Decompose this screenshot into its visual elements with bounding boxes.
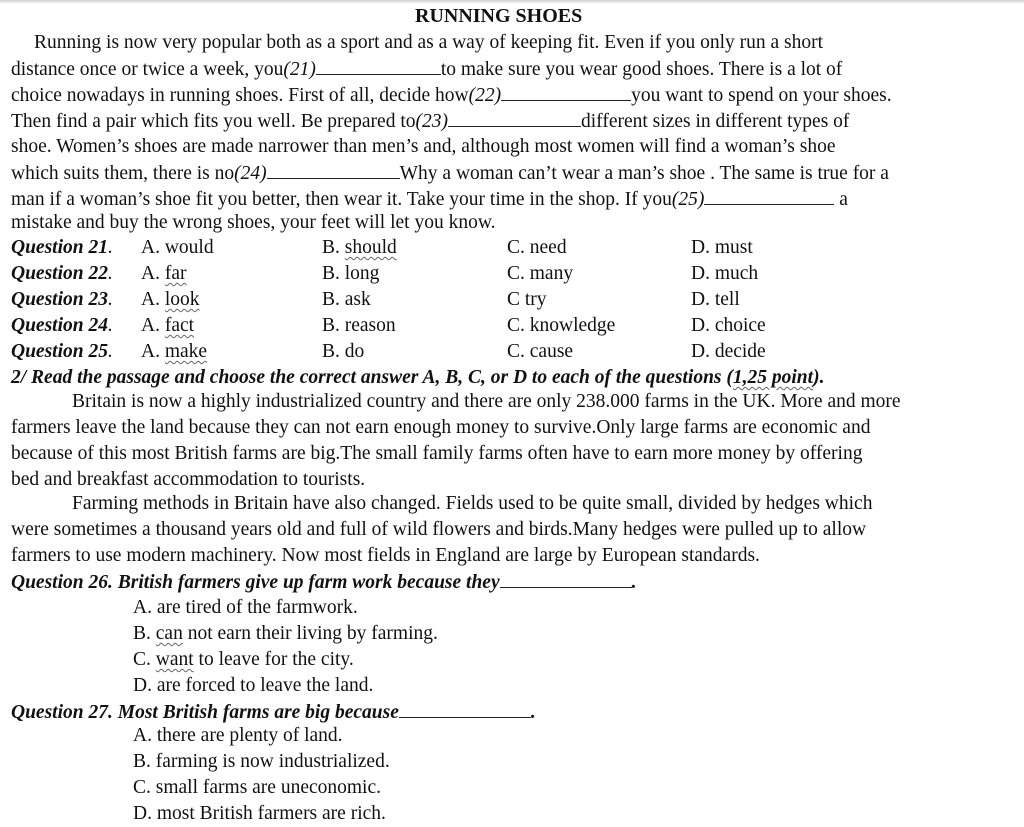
option-a[interactable]: A. look: [141, 289, 200, 310]
option-b[interactable]: B. long: [322, 263, 380, 284]
option-d[interactable]: D. much: [691, 263, 759, 284]
option-d[interactable]: D. most British farmers are rich.: [133, 803, 386, 824]
answer-blank: [399, 699, 531, 718]
passage-line: mistake and buy the wrong shoes, your feet will let you know.: [11, 212, 496, 233]
option-c[interactable]: C. cause: [507, 341, 574, 362]
question-label: Question 22: [11, 263, 108, 284]
blank-label: (25): [671, 189, 705, 210]
question-label: Question 25: [11, 341, 108, 362]
option-b[interactable]: B. should: [322, 237, 397, 258]
passage-line: shoe. Women’s shoes are made narrower than men’s and, although most women will find a woman’s shoe: [11, 136, 836, 157]
answer-blank: [448, 108, 581, 127]
question-row: Question 21.: [11, 237, 113, 258]
option-d[interactable]: D. tell: [691, 289, 740, 310]
passage-line: Farming methods in Britain have also changed. Fields used to be quite small, divided by hedges which: [72, 493, 873, 514]
passage-line: Then find a pair which fits you well. Be prepared to(23) different sizes in different types of: [11, 108, 849, 135]
section-heading: 2/ Read the passage and choose the correct answer A, B, C, or D to each of the questions (1,25 point).: [11, 367, 825, 388]
question-label: Question 21: [11, 237, 108, 258]
passage-line: Britain is now a highly industrialized country and there are only 238.000 farms in the UK. More and more: [72, 391, 901, 412]
passage-line: farmers leave the land because they can not earn enough money to survive.Only large farms are economic and: [11, 417, 871, 438]
answer-blank: [267, 160, 400, 179]
option-c[interactable]: C. many: [507, 263, 574, 284]
blank-label: (21): [283, 59, 316, 80]
question-row: Question 25.: [11, 341, 113, 362]
answer-blank: [704, 186, 834, 205]
option-d[interactable]: D. are forced to leave the land.: [133, 675, 374, 696]
option-b[interactable]: B. reason: [322, 315, 396, 336]
question-row: Question 22.: [11, 263, 113, 284]
answer-blank: [316, 56, 441, 75]
option-a[interactable]: A. fact: [141, 315, 195, 336]
option-a[interactable]: A. would: [141, 237, 214, 258]
passage-line: farmers to use modern machinery. Now most fields in England are large by European standards.: [11, 545, 760, 566]
blank-label: (24): [234, 163, 267, 184]
passage-line: which suits them, there is no(24) Why a woman can’t wear a man’s shoe . The same is true for a: [11, 160, 889, 187]
option-d[interactable]: D. decide: [691, 341, 766, 362]
option-b[interactable]: B. ask: [322, 289, 371, 310]
option-d[interactable]: D. choice: [691, 315, 766, 336]
blank-label: (22): [468, 85, 502, 106]
passage-line: distance once or twice a week, you(21) to make sure you wear good shoes. There is a lot of: [11, 56, 842, 83]
answer-blank: [500, 569, 632, 588]
passage-line: bed and breakfast accommodation to tourists.: [11, 469, 366, 490]
question-row: Question 23.: [11, 289, 113, 310]
question-row: Question 24.: [11, 315, 113, 336]
question-stem: Question 26. British farmers give up farm work because they .: [11, 569, 636, 596]
passage-line: choice nowadays in running shoes. First of all, decide how(22) you want to spend on your shoes.: [11, 82, 892, 109]
passage-line: because of this most British farms are big.The small family farms often have to earn more money by offering: [11, 443, 863, 464]
option-a[interactable]: A. make: [141, 341, 208, 362]
option-c[interactable]: C. small farms are uneconomic.: [133, 777, 382, 798]
option-c[interactable]: C try: [507, 289, 547, 310]
option-a[interactable]: A. are tired of the farmwork.: [133, 597, 358, 618]
option-b[interactable]: B. do: [322, 341, 365, 362]
blank-label: (23): [415, 111, 449, 132]
option-a[interactable]: A. far: [141, 263, 187, 284]
option-c[interactable]: C. want to leave for the city.: [133, 649, 354, 670]
passage-line: were sometimes a thousand years old and full of wild flowers and birds.Many hedges were pulled up to allow: [11, 519, 867, 540]
page-title: RUNNING SHOES: [415, 5, 583, 27]
option-b[interactable]: B. farming is now industrialized.: [133, 751, 390, 772]
passage-line: Running is now very popular both as a sport and as a way of keeping fit. Even if you only run a short: [34, 32, 824, 53]
option-a[interactable]: A. there are plenty of land.: [133, 725, 343, 746]
question-label: Question 24: [11, 315, 108, 336]
question-stem: Question 27. Most British farms are big because .: [11, 699, 536, 726]
option-d[interactable]: D. must: [691, 237, 753, 258]
answer-blank: [501, 82, 631, 101]
question-label: Question 23: [11, 289, 108, 310]
option-b[interactable]: B. can not earn their living by farming.: [133, 623, 438, 644]
option-c[interactable]: C. knowledge: [507, 315, 616, 336]
passage-line: man if a woman’s shoe fit you better, then wear it. Take your time in the shop. If you(25) a: [11, 186, 848, 213]
option-c[interactable]: C. need: [507, 237, 567, 258]
